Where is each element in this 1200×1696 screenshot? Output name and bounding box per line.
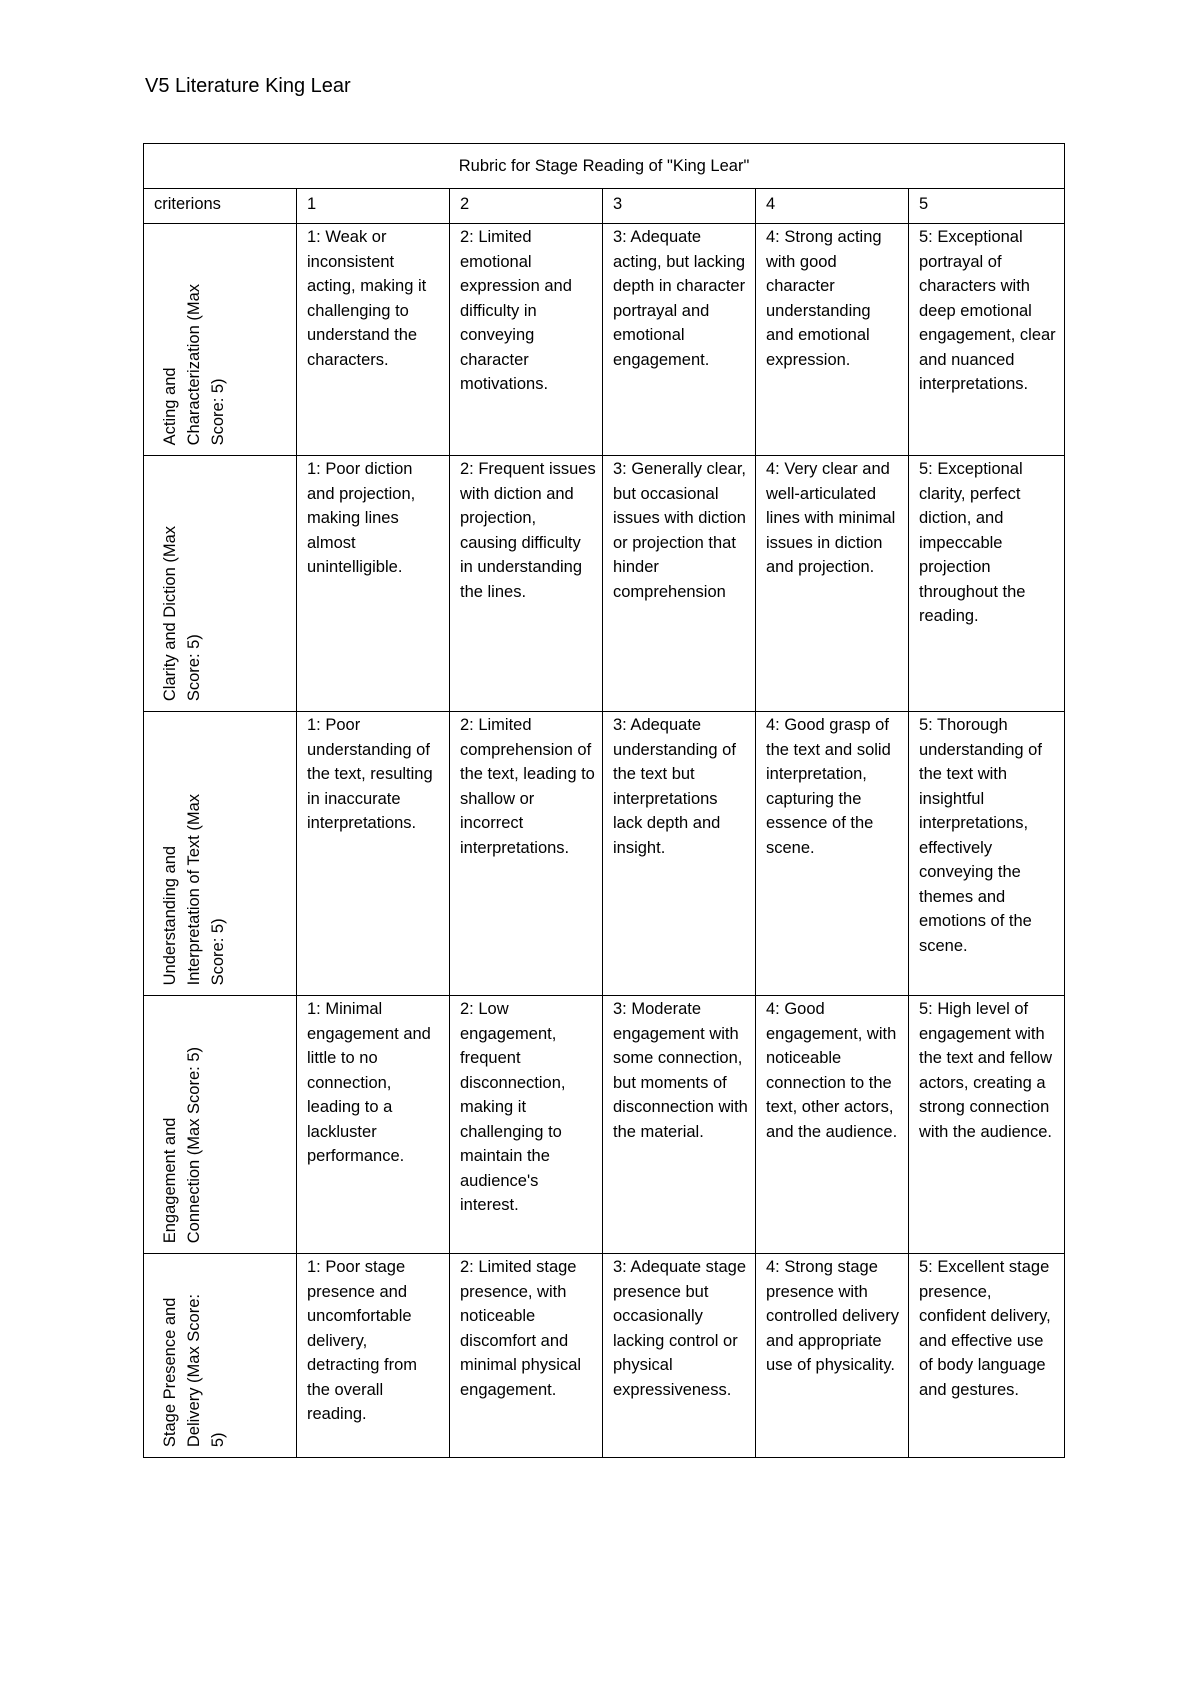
table-row [144, 224, 1065, 456]
descriptor-cell: 3: Moderate engagement with some connection, but moments of disconnection with the material. [603, 996, 756, 1254]
descriptor-cell: 3: Adequate understanding of the text but interpretations lack depth and insight. [603, 712, 756, 996]
descriptor-cell: 5: Thorough understanding of the text with insightful interpretations, effectively conveying the themes and emotions of the scene. [909, 712, 1065, 996]
level-header-4: 4 [756, 189, 909, 224]
level-header-5: 5 [909, 189, 1065, 224]
descriptor-cell: 4: Good engagement, with noticeable connection to the text, other actors, and the audience. [756, 996, 909, 1254]
descriptor-cell: 1: Poor diction and projection, making lines almost unintelligible. [297, 456, 450, 712]
descriptor-cell: 2: Frequent issues with diction and projection, causing difficulty in understanding the lines. [450, 456, 603, 712]
table-row [144, 456, 1065, 712]
descriptor-cell: 2: Limited stage presence, with noticeable discomfort and minimal physical engagement. [450, 1254, 603, 1458]
criterion-label: Understanding and Interpretation of Text (Max Score: 5) [161, 793, 227, 985]
criterion-cell [144, 456, 297, 712]
descriptor-cell: 5: Exceptional clarity, perfect diction, and impeccable projection throughout the reading. [909, 456, 1065, 712]
descriptor-cell: 1: Weak or inconsistent acting, making it challenging to understand the characters. [297, 224, 450, 456]
criterion-label: Clarity and Diction (Max Score: 5) [161, 525, 203, 701]
page-header: V5 Literature King Lear [145, 75, 351, 97]
criterion-cell [144, 1254, 297, 1458]
criterion-cell [144, 996, 297, 1254]
descriptor-cell: 4: Very clear and well-articulated lines with minimal issues in diction and projection. [756, 456, 909, 712]
criterion-label: Engagement and Connection (Max Score: 5) [161, 1046, 203, 1243]
title-row [144, 144, 1065, 189]
rubric-table [143, 143, 1065, 1458]
descriptor-cell: 1: Minimal engagement and little to no connection, leading to a lackluster performance. [297, 996, 450, 1254]
criterion-header: criterions [144, 189, 297, 224]
table-row [144, 996, 1065, 1254]
header-row [144, 189, 1065, 224]
descriptor-cell: 4: Good grasp of the text and solid interpretation, capturing the essence of the scene. [756, 712, 909, 996]
criterion-label: Acting and Characterization (Max Score: 5) [161, 283, 227, 445]
criterion-cell [144, 224, 297, 456]
descriptor-cell: 3: Generally clear, but occasional issues with diction or projection that hinder comprehension [603, 456, 756, 712]
descriptor-cell: 3: Adequate stage presence but occasionally lacking control or physical expressiveness. [603, 1254, 756, 1458]
level-header-1: 1 [297, 189, 450, 224]
level-header-2: 2 [450, 189, 603, 224]
descriptor-cell: 1: Poor stage presence and uncomfortable delivery, detracting from the overall reading. [297, 1254, 450, 1458]
criterion-label: Stage Presence and Delivery (Max Score: 5) [161, 1293, 227, 1447]
descriptor-cell: 5: Exceptional portrayal of characters with deep emotional engagement, clear and nuanced interpretations. [909, 224, 1065, 456]
level-header-3: 3 [603, 189, 756, 224]
table-row [144, 1254, 1065, 1458]
descriptor-cell: 5: High level of engagement with the text and fellow actors, creating a strong connection with the audience. [909, 996, 1065, 1254]
descriptor-cell: 2: Limited emotional expression and difficulty in conveying character motivations. [450, 224, 603, 456]
descriptor-cell: 3: Adequate acting, but lacking depth in character portrayal and emotional engagement. [603, 224, 756, 456]
descriptor-cell: 4: Strong stage presence with controlled delivery and appropriate use of physicality. [756, 1254, 909, 1458]
descriptor-cell: 2: Limited comprehension of the text, leading to shallow or incorrect interpretations. [450, 712, 603, 996]
descriptor-cell: 1: Poor understanding of the text, resulting in inaccurate interpretations. [297, 712, 450, 996]
table-row [144, 712, 1065, 996]
descriptor-cell: 2: Low engagement, frequent disconnection, making it challenging to maintain the audience's interest. [450, 996, 603, 1254]
descriptor-cell: 5: Excellent stage presence, confident delivery, and effective use of body language and gestures. [909, 1254, 1065, 1458]
criterion-cell [144, 712, 297, 996]
rubric-title: Rubric for Stage Reading of "King Lear" [144, 144, 1065, 189]
descriptor-cell: 4: Strong acting with good character understanding and emotional expression. [756, 224, 909, 456]
